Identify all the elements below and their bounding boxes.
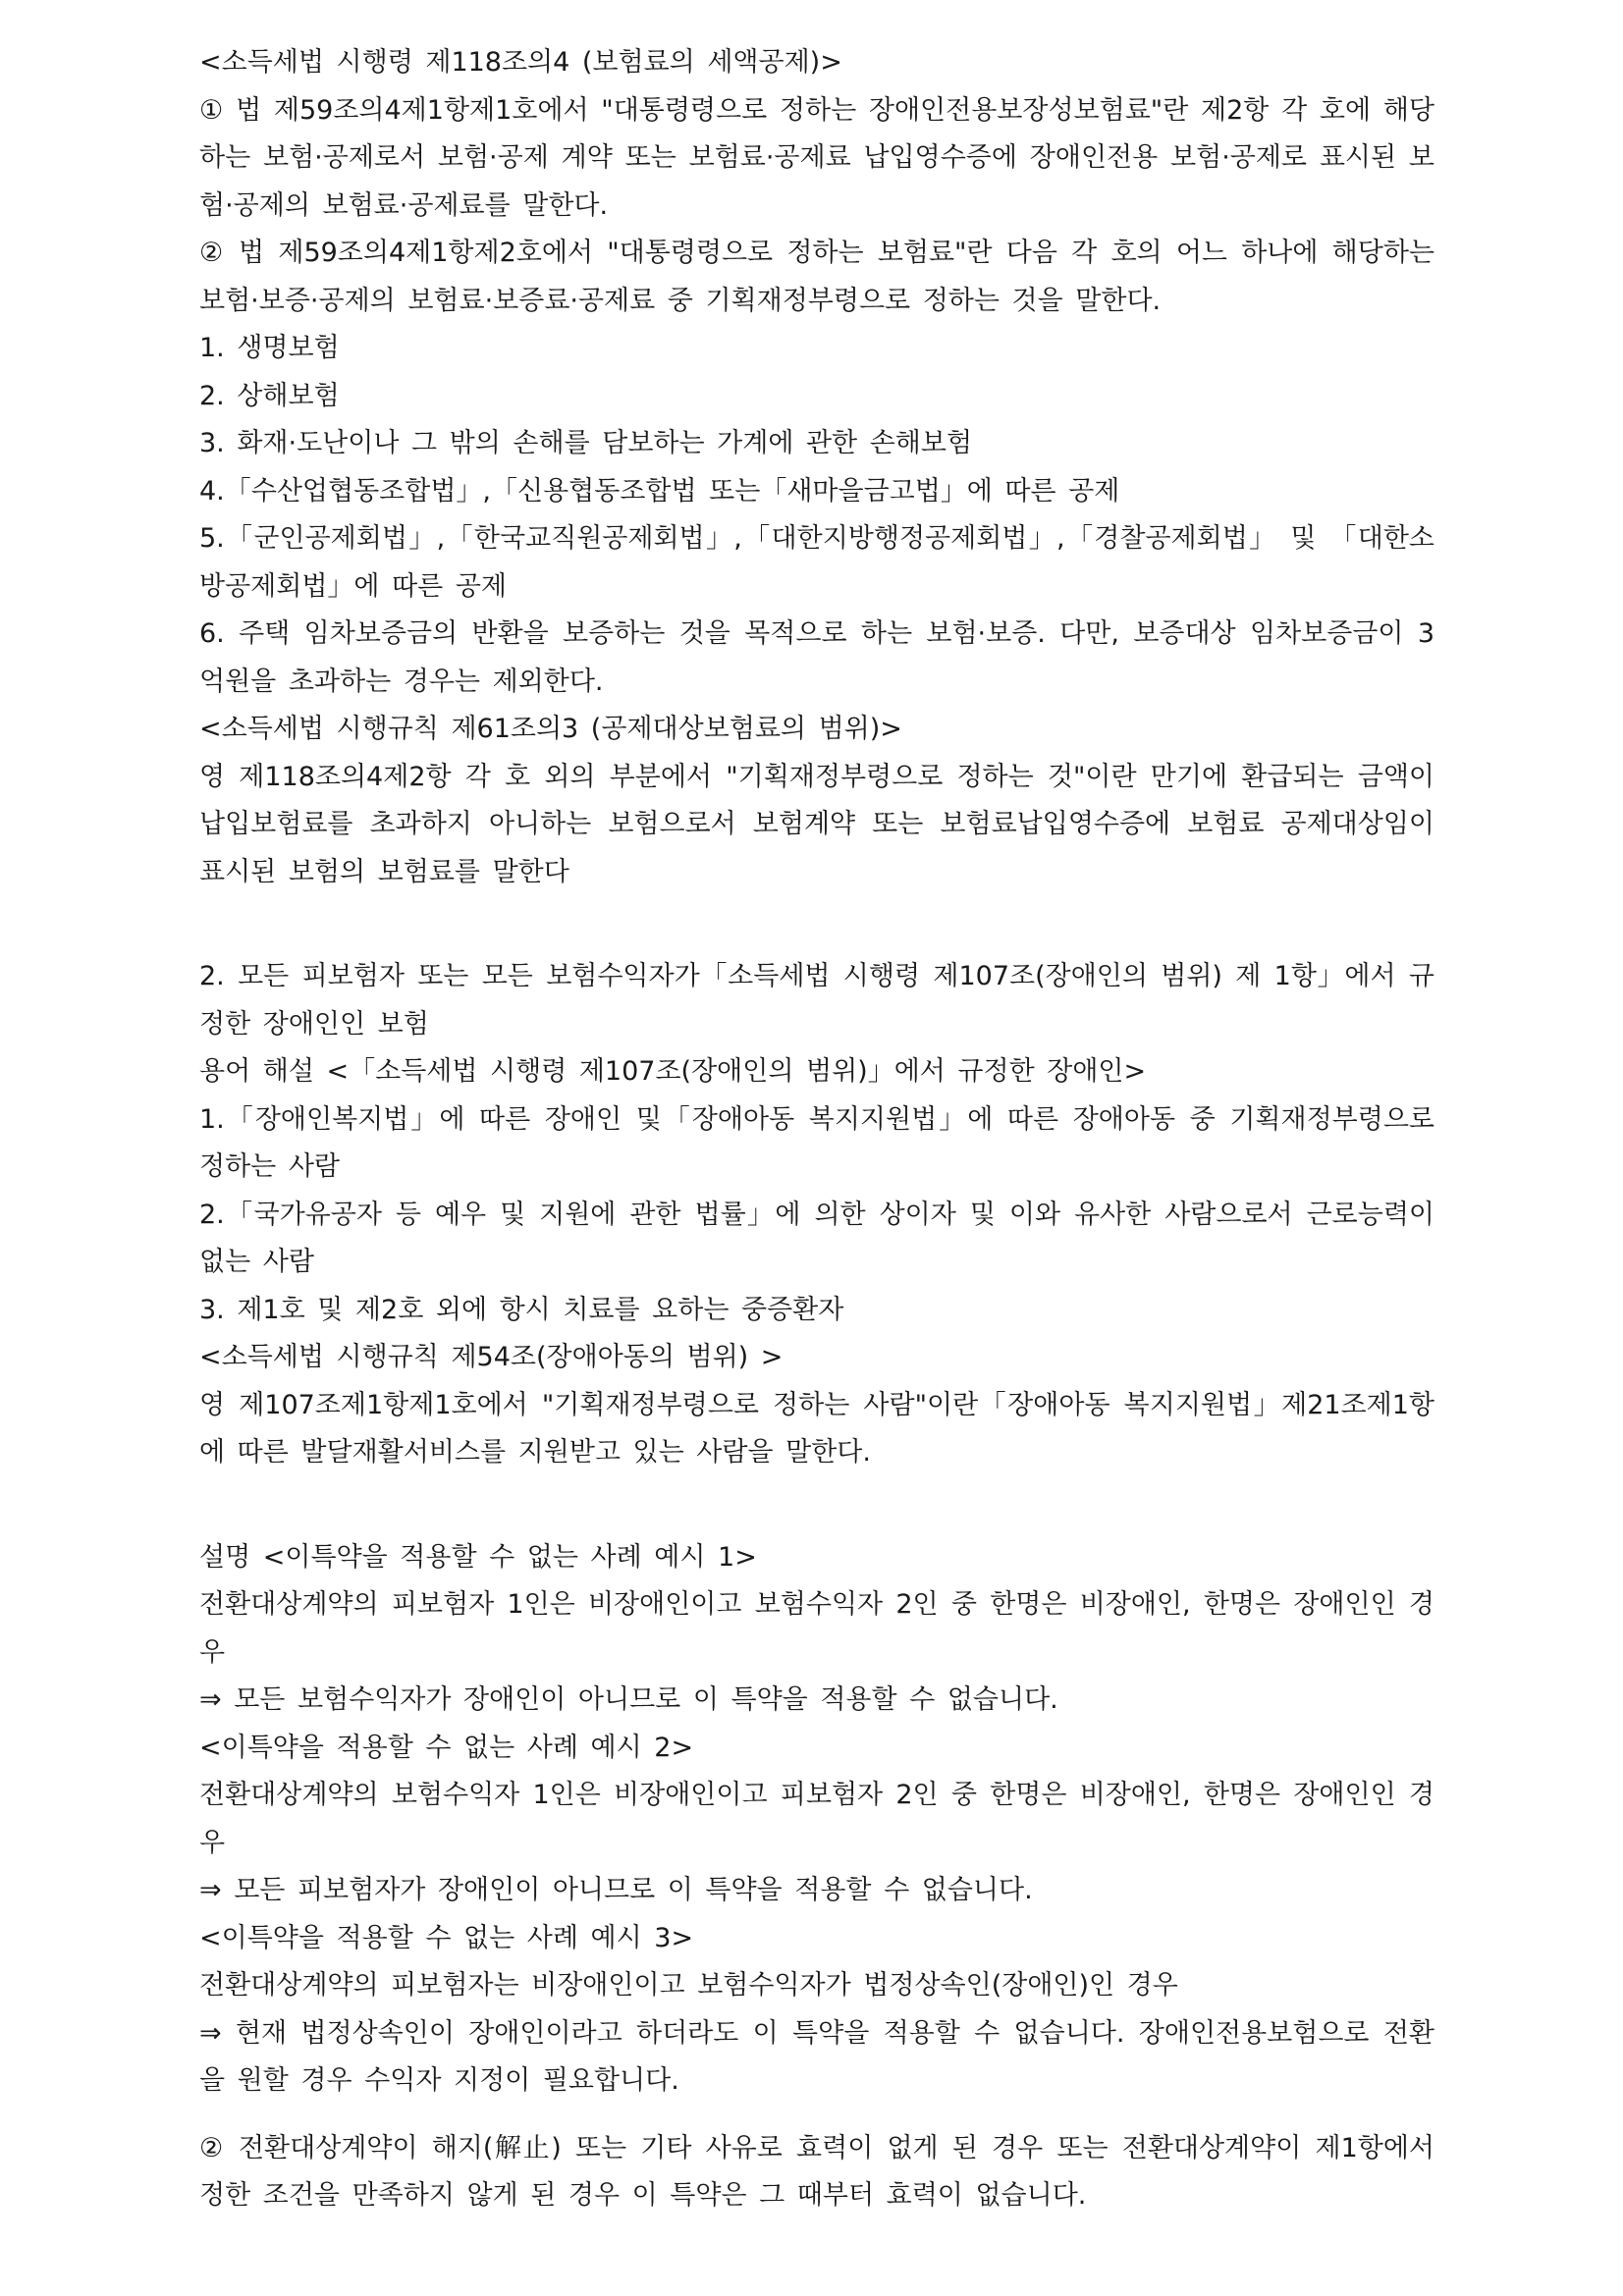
example-result: ⇒ 현재 법정상속인이 장애인이라고 하더라도 이 특약을 적용할 수 없습니다. 장애인전용보험으로 전환을 원할 경우 수익자 지정이 필요합니다. — [199, 2017, 1434, 2096]
insurance-type-item: 6. 주택 임차보증금의 반환을 보증하는 것을 목적으로 하는 보험·보증. 다만, 보증대상 임차보증금이 3억원을 초과하는 경우는 제외한다. — [199, 618, 1434, 697]
section-spacer — [199, 2106, 1434, 2125]
example-title: 설명 <이특약을 적용할 수 없는 사례 예시 1> — [199, 1541, 757, 1573]
decree-paragraph-2: ② 법 제59조의4제1항제2호에서 "대통령령으로 정하는 보험료"란 다음 각 호의 어느 하나에 해당하는 보험·보증·공제의 보험료·보증료·공제료 중 기획재정부령으로 정하는 것을 말한다. — [199, 238, 1434, 316]
section-spacer — [199, 896, 1434, 953]
example-title: <이특약을 적용할 수 없는 사례 예시 2> — [199, 1732, 694, 1763]
rule-text: 영 제107조제1항제1호에서 "기획재정부령으로 정하는 사람"이란「장애아동 복지지원법」제21조제1항에 따른 발달재활서비스를 지원받고 있는 사람을 말한다. — [199, 1389, 1434, 1468]
insurance-type-item: 5.「군인공제회법」,「한국교직원공제회법」,「대한지방행정공제회법」,「경찰공제회법」 및 「대한소방공제회법」에 따른 공제 — [199, 523, 1434, 602]
example-title: <이특약을 적용할 수 없는 사례 예시 3> — [199, 1922, 694, 1953]
example-text: 전환대상계약의 보험수익자 1인은 비장애인이고 피보험자 2인 중 한명은 비장애인, 한명은 장애인인 경우 — [199, 1780, 1434, 1858]
glossary-title: 용어 해설 <「소득세법 시행령 제107조(장애인의 범위)」에서 규정한 장애인> — [199, 1056, 1147, 1087]
section-heading: 2. 모든 피보험자 또는 모든 보험수익자가「소득세법 시행령 제107조(장애인의 범위) 제 1항」에서 규정한 장애인인 보험 — [199, 961, 1434, 1040]
insurance-type-item: 1. 생명보험 — [199, 333, 340, 363]
example-result: ⇒ 모든 피보험자가 장애인이 아니므로 이 특약을 적용할 수 없습니다. — [199, 1875, 1033, 1905]
example-text: 전환대상계약의 피보험자 1인은 비장애인이고 보험수익자 2인 중 한명은 비장애인, 한명은 장애인인 경우 — [199, 1589, 1434, 1668]
disabled-definition-item: 1.「장애인복지법」에 따른 장애인 및「장애아동 복지지원법」에 따른 장애아동 중 기획재정부령으로 정하는 사람 — [199, 1103, 1434, 1182]
disabled-definition-item: 3. 제1호 및 제2호 외에 항시 치료를 요하는 중증환자 — [199, 1294, 844, 1325]
section-spacer — [199, 1477, 1434, 1534]
decree-paragraph-1: ① 법 제59조의4제1항제1호에서 "대통령령으로 정하는 장애인전용보장성보험료"란 제2항 각 호에 해당하는 보험·공제로서 보험·공제 계약 또는 보험료·공제료 납입영수증에 장애인전용 보험·공제로 표시된 보험·공제의 보험료·공제료를 말한다. — [199, 94, 1434, 221]
insurance-type-item: 4.「수산업협동조합법」,「신용협동조합법 또는「새마을금고법」에 따른 공제 — [199, 475, 1120, 507]
example-result: ⇒ 모든 보험수익자가 장애인이 아니므로 이 특약을 적용할 수 없습니다. — [199, 1684, 1058, 1715]
rule-reference-title: <소득세법 시행규칙 제54조(장애아동의 범위) > — [199, 1342, 784, 1372]
rule-reference-title: <소득세법 시행규칙 제61조의3 (공제대상보험료의 범위)> — [199, 714, 902, 744]
insurance-type-item: 3. 화재·도난이나 그 밖의 손해를 담보하는 가계에 관한 손해보험 — [199, 428, 973, 458]
insurance-type-item: 2. 상해보험 — [199, 380, 340, 411]
rule-text: 영 제118조의4제2항 각 호 외의 부분에서 "기획재정부령으로 정하는 것"이란 만기에 환급되는 금액이 납입보험료를 초과하지 아니하는 보험으로서 보험계약 또는 보험료납입영수증에 보험료 공제대상임이 표시된 보험의 보험료를 말한다 — [199, 761, 1434, 887]
decree-reference-title: <소득세법 시행령 제118조의4 (보험료의 세액공제)> — [199, 47, 842, 78]
termination-paragraph: ② 전환대상계약이 해지(解止) 또는 기타 사유로 효력이 없게 된 경우 또는 전환대상계약이 제1항에서 정한 조건을 만족하지 않게 된 경우 이 특약은 그 때부터 효력이 없습니다. — [199, 2132, 1434, 2211]
example-text: 전환대상계약의 피보험자는 비장애인이고 보험수익자가 법정상속인(장애인)인 경우 — [199, 1970, 1178, 2001]
document-page — [199, 39, 1434, 2220]
disabled-definition-item: 2.「국가유공자 등 예우 및 지원에 관한 법률」에 의한 상이자 및 이와 유사한 사람으로서 근로능력이 없는 사람 — [199, 1199, 1434, 1277]
